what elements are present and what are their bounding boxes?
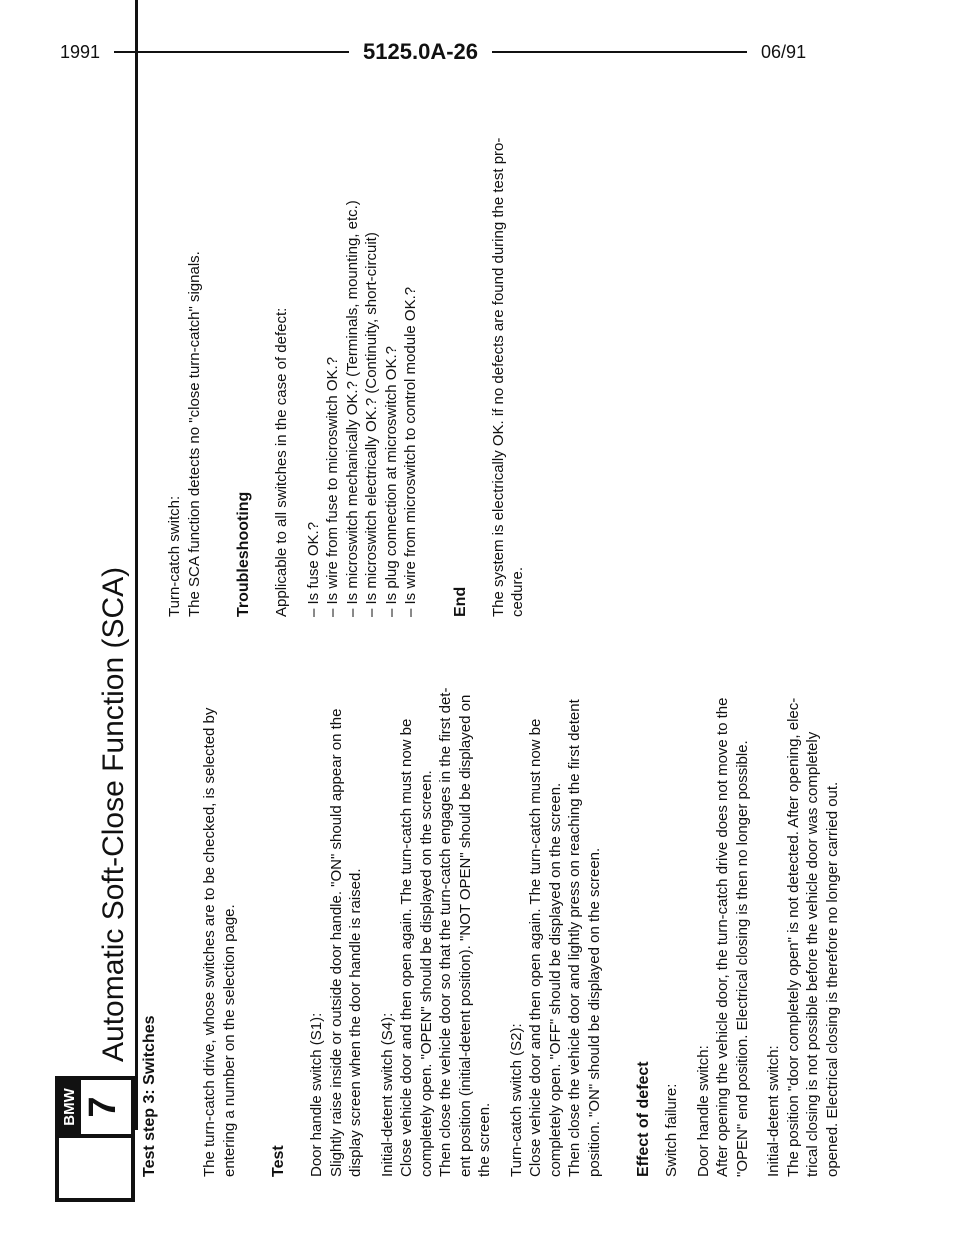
effect-door-title: Door handle switch:: [694, 1045, 712, 1177]
text-line: Then close the vehicle door so that the turn-catch engages in the first det-: [437, 687, 454, 1177]
end-heading: End: [451, 586, 469, 617]
text-line: opened. Electrical closing is therefore no longer carried out.: [823, 781, 841, 1177]
footer-code: 5125.0A-26: [363, 39, 479, 64]
effect-heading: Effect of defect: [635, 1061, 652, 1177]
effect-initial-title: Initial-detent switch:: [765, 1045, 782, 1177]
list-item: – Is microswitch electrically OK.? (Continuity, short-circuit): [363, 232, 380, 617]
turn-catch-title: Turn-catch switch (S2):: [507, 1023, 525, 1177]
text-line: the screen.: [476, 1102, 493, 1177]
left-column: [140, 617, 842, 1177]
text-line: trical closing is not possible before the vehicle door was completely: [804, 731, 821, 1177]
turn-catch-effect-line: The SCA function detects no "close turn-catch" signals.: [185, 251, 203, 617]
text-line: Close vehicle door and then open again. The turn-catch must now be: [398, 718, 415, 1177]
list-item: – Is wire from fuse to microswitch OK.?: [324, 356, 341, 617]
page-header: [55, 567, 135, 1202]
header-rule: [135, 0, 138, 1130]
troubleshooting-heading: Troubleshooting: [235, 491, 252, 617]
text-line: position. "ON" should be displayed on the screen.: [585, 847, 603, 1177]
intro-text: [200, 617, 239, 1177]
list-item: – Is fuse OK.?: [304, 521, 322, 617]
text-line: The position "door completely open" is not detected. After opening, elec-: [784, 697, 802, 1177]
logo-blank-box: [55, 1134, 135, 1202]
list-item: – Is wire from microswitch to control module OK.?: [402, 286, 419, 617]
switch-failure-label: Switch failure:: [663, 1083, 680, 1177]
text-line: The system is electrically OK. if no defects are found during the test pro-: [489, 137, 507, 617]
door-handle-title: Door handle switch (S1):: [308, 1012, 325, 1177]
footer-line-row: [60, 37, 960, 67]
bmw-logo: [55, 1076, 135, 1202]
logo-model-box: [55, 1076, 135, 1134]
footer-rule: [492, 51, 747, 53]
footer-date: 06/91: [761, 41, 807, 62]
turn-catch-effect-title: Turn-catch switch:: [166, 495, 183, 617]
text-line: completely open. "OPEN" should be displayed on the screen.: [417, 770, 435, 1177]
right-column: [165, 57, 528, 617]
text-line: After opening the vehicle door, the turn-catch drive does not move to the: [714, 697, 731, 1177]
text-line: Slightly raise inside or outside door handle. "ON" should appear on the: [327, 708, 345, 1177]
applicable-text: Applicable to all switches in the case of defect:: [273, 307, 290, 617]
logo-brand: BMW: [59, 1080, 81, 1134]
initial-detent-title: Initial-detent switch (S4):: [378, 1012, 396, 1177]
list-item: – Is microswitch mechanically OK.? (Terminals, mounting, etc.): [343, 200, 361, 617]
text-line: The turn-catch drive, whose switches are to be checked, is selected by: [201, 707, 218, 1177]
text-line: display screen when the door handle is raised.: [347, 868, 364, 1177]
document-title: Automatic Soft-Close Function (SCA): [97, 566, 130, 1062]
list-item: – Is plug connection at microswitch OK.?: [382, 346, 400, 617]
text-line: Close vehicle door and then open again. The turn-catch must now be: [527, 718, 544, 1177]
section-heading: Test step 3: Switches: [141, 1015, 158, 1177]
footer-rule: [114, 51, 349, 53]
text-line: cedure.: [509, 566, 526, 617]
text-line: Then close the vehicle door and lightly press on reaching the first detent: [566, 699, 583, 1177]
footer-year: 1991: [60, 41, 101, 62]
text-line: entering a number on the selection page.: [220, 904, 238, 1177]
text-line: ent position (initial-detent position). "NOT OPEN" should be displayed on: [456, 694, 474, 1177]
logo-model: 7: [82, 1096, 124, 1118]
text-line: "OPEN" end position. Electrical closing is then no longer possible.: [733, 740, 751, 1177]
checks-list: [304, 57, 421, 617]
text-line: completely open. "OFF" should be displayed on the screen.: [546, 782, 564, 1177]
test-heading: Test: [270, 1145, 287, 1177]
